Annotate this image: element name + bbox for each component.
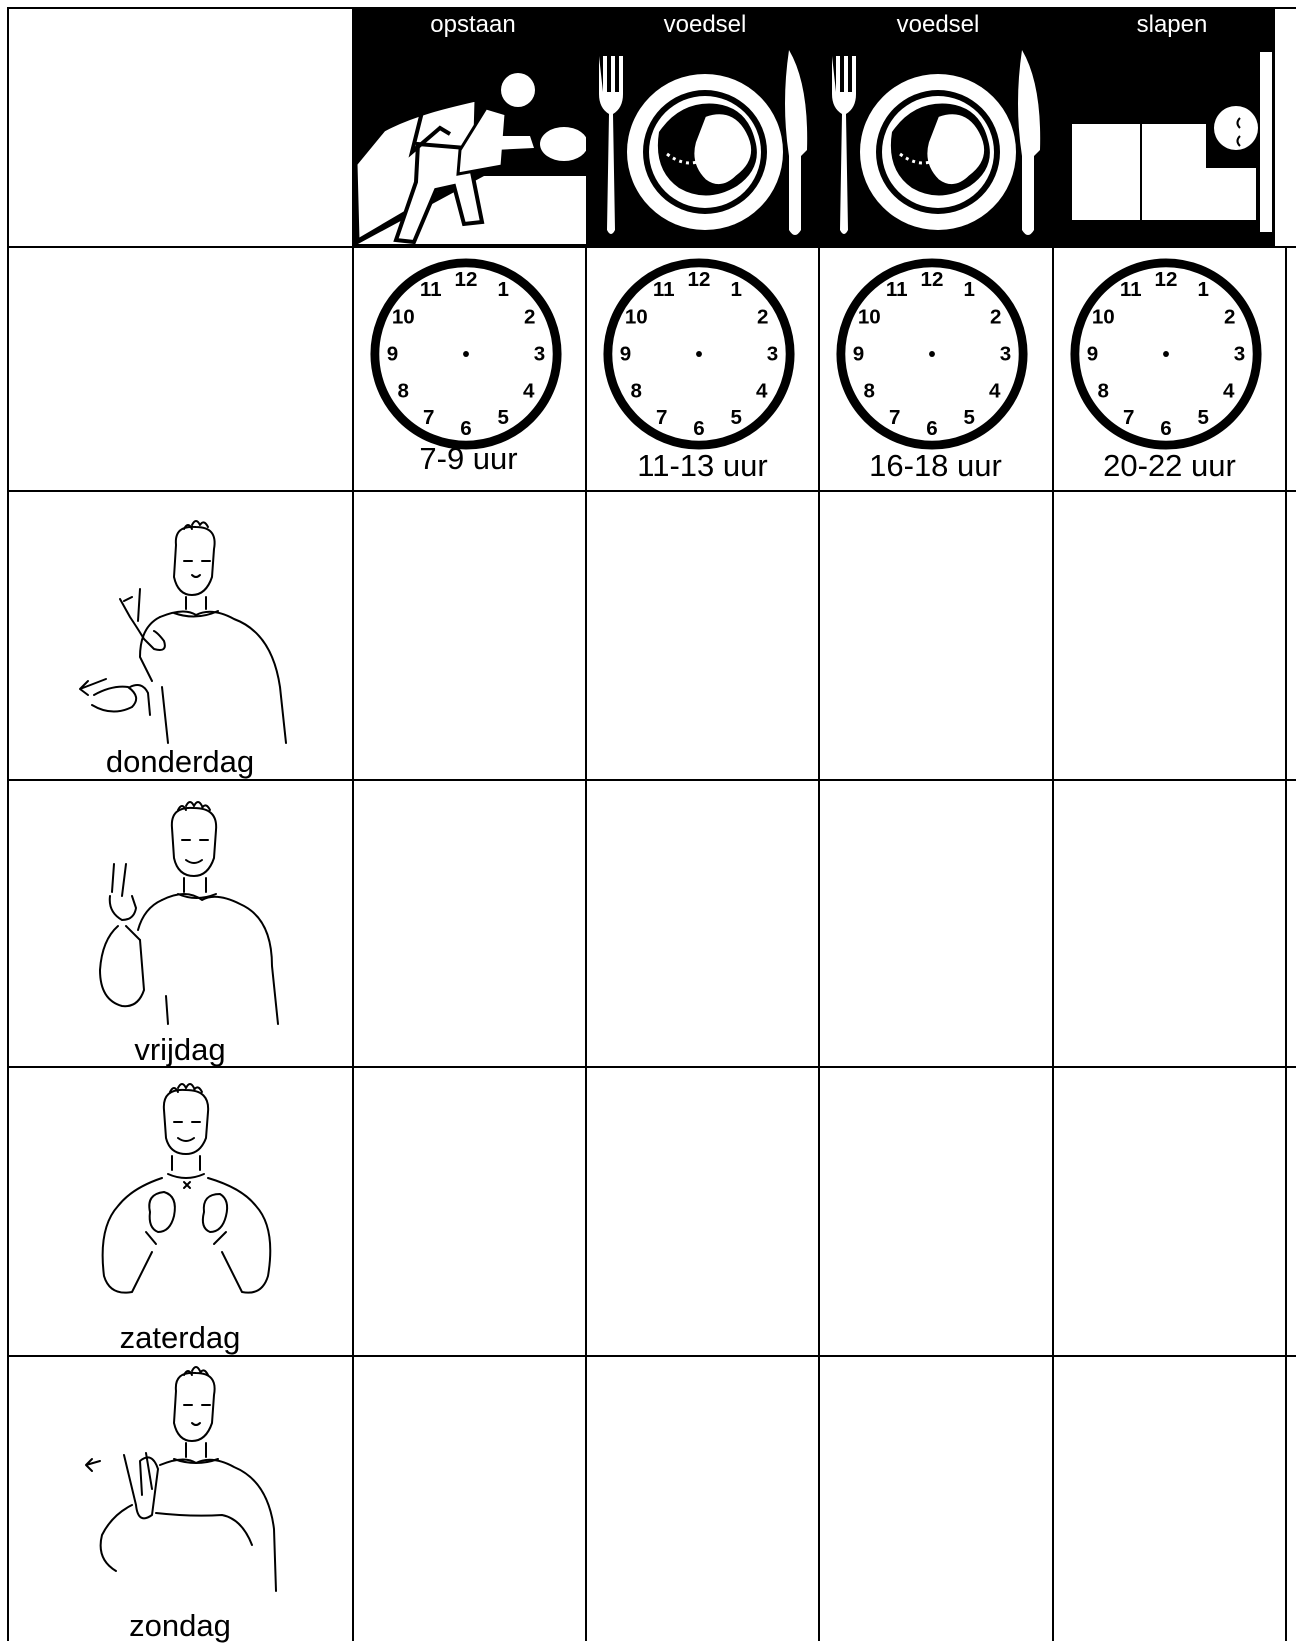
svg-text:6: 6 [460,416,472,440]
svg-text:3: 3 [766,342,779,366]
corner-cell [9,9,352,246]
svg-text:4: 4 [1222,379,1235,403]
schedule-cell[interactable] [587,781,818,1066]
friday-sign-figure [72,800,302,1028]
svg-text:2: 2 [756,305,769,329]
schedule-cell[interactable] [820,492,1052,779]
thursday-sign-figure [72,517,302,745]
svg-text:10: 10 [624,305,648,329]
schedule-cell[interactable] [1054,781,1285,1066]
svg-text:5: 5 [1197,406,1209,430]
day-label-sunday: zondag [129,1608,231,1643]
time-label-3: 16-18 uur [869,448,1002,483]
svg-text:1: 1 [730,277,742,301]
schedule-cell[interactable] [1054,492,1285,779]
svg-text:6: 6 [926,416,938,440]
svg-text:9: 9 [1086,342,1099,366]
day-label-thursday: donderdag [105,744,255,779]
svg-text:10: 10 [391,305,415,329]
schedule-cell[interactable] [587,1068,818,1355]
getting-up-icon [354,44,586,244]
svg-text:12: 12 [920,268,944,292]
svg-text:2: 2 [1223,305,1236,329]
sleeping-icon [1054,44,1286,244]
svg-text:8: 8 [630,379,643,403]
svg-text:9: 9 [619,342,632,366]
svg-text:11: 11 [1119,277,1142,301]
svg-text:9: 9 [386,342,399,366]
schedule-cell[interactable] [820,781,1052,1066]
food-icon [820,44,1052,244]
svg-text:7: 7 [889,406,901,430]
activity-label-4: slapen [1136,11,1208,38]
day-label-saturday: zaterdag [119,1320,241,1355]
sunday-sign-figure [72,1365,302,1593]
svg-text:6: 6 [693,416,705,440]
svg-text:5: 5 [497,406,509,430]
svg-text:3: 3 [1233,342,1246,366]
activity-label-2: voedsel [663,11,747,38]
svg-text:1: 1 [1197,277,1209,301]
saturday-sign-figure [72,1082,302,1310]
svg-text:4: 4 [755,379,768,403]
schedule-cell[interactable] [820,1068,1052,1355]
clock-face-icon [601,256,797,452]
svg-text:11: 11 [885,277,908,301]
svg-text:12: 12 [1154,268,1178,292]
svg-text:7: 7 [1123,406,1135,430]
svg-text:7: 7 [423,406,435,430]
schedule-cell[interactable] [354,781,585,1066]
clock-face-icon [368,256,564,452]
svg-text:10: 10 [857,305,881,329]
svg-text:6: 6 [1160,416,1172,440]
svg-text:8: 8 [863,379,876,403]
day-label-friday: vrijdag [134,1032,226,1067]
activity-label-3: voedsel [896,11,980,38]
svg-text:9: 9 [852,342,865,366]
schedule-cell[interactable] [820,1357,1052,1641]
schedule-cell[interactable] [1054,1068,1285,1355]
svg-text:7: 7 [656,406,668,430]
svg-text:12: 12 [687,268,711,292]
svg-text:1: 1 [963,277,975,301]
time-label-4: 20-22 uur [1103,448,1236,483]
activity-label-1: opstaan [430,11,516,38]
svg-text:4: 4 [522,379,535,403]
svg-text:4: 4 [988,379,1001,403]
svg-text:2: 2 [989,305,1002,329]
schedule-cell[interactable] [587,492,818,779]
schedule-cell[interactable] [354,1068,585,1355]
svg-text:3: 3 [999,342,1012,366]
svg-text:2: 2 [523,305,536,329]
time-label-2: 11-13 uur [637,448,768,483]
svg-text:10: 10 [1091,305,1115,329]
schedule-cell[interactable] [1054,1357,1285,1641]
svg-text:11: 11 [652,277,675,301]
svg-text:12: 12 [454,268,478,292]
schedule-cell[interactable] [354,492,585,779]
svg-text:5: 5 [730,406,742,430]
svg-text:11: 11 [419,277,442,301]
svg-text:1: 1 [497,277,509,301]
clock-face-icon [834,256,1030,452]
svg-text:8: 8 [397,379,410,403]
schedule-cell[interactable] [587,1357,818,1641]
schedule-cell[interactable] [354,1357,585,1641]
svg-text:3: 3 [533,342,546,366]
time-label-1: 7-9 uur [419,441,518,476]
svg-text:8: 8 [1097,379,1110,403]
svg-text:5: 5 [963,406,975,430]
clock-face-icon [1068,256,1264,452]
food-icon [587,44,819,244]
time-row-header-cell [9,248,352,490]
